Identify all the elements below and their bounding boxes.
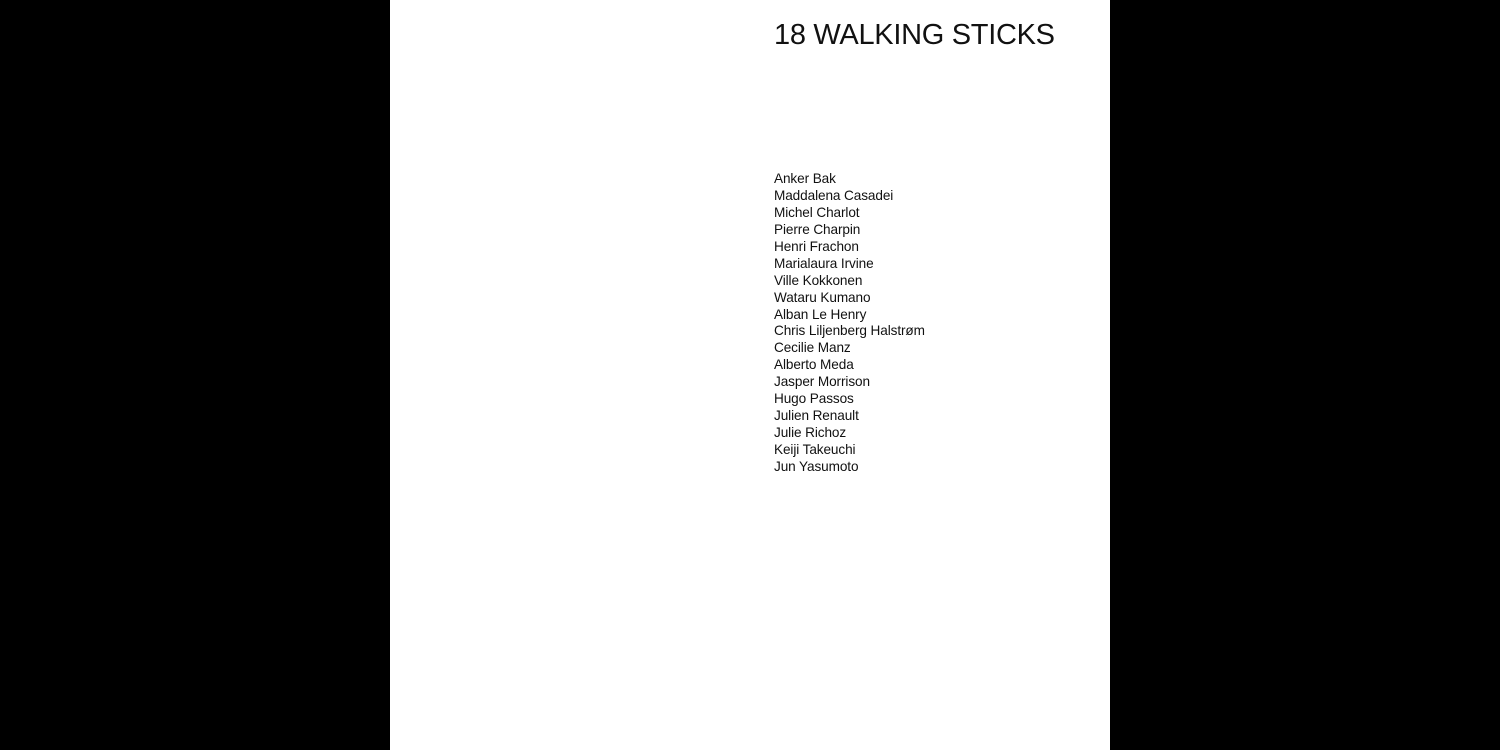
designer-name: Pierre Charpin — [774, 221, 861, 237]
designer-name: Chris Liljenberg Halstrøm — [774, 323, 925, 339]
document-page — [390, 0, 1110, 750]
designer-name: Julien Renault — [774, 408, 859, 424]
designer-name: Alban Le Henry — [774, 306, 867, 322]
designer-name: Alberto Meda — [774, 357, 854, 373]
designer-name: Henri Frachon — [774, 238, 859, 254]
designer-name: Wataru Kumano — [774, 289, 871, 305]
designer-name: Maddalena Casadei — [774, 187, 894, 203]
designer-name: Jun Yasumoto — [774, 458, 859, 474]
designer-list — [774, 171, 925, 476]
designer-name: Jasper Morrison — [774, 374, 870, 390]
designer-name: Cecilie Manz — [774, 340, 851, 356]
designer-name: Marialaura Irvine — [774, 255, 874, 271]
page-title: 18 WALKING STICKS — [774, 19, 1055, 51]
designer-name: Anker Bak — [774, 171, 836, 186]
designer-name: Julie Richoz — [774, 425, 847, 441]
designer-name: Michel Charlot — [774, 204, 860, 220]
designer-name: Ville Kokkonen — [774, 272, 863, 288]
designer-name: Hugo Passos — [774, 391, 854, 407]
designer-name: Keiji Takeuchi — [774, 442, 856, 457]
